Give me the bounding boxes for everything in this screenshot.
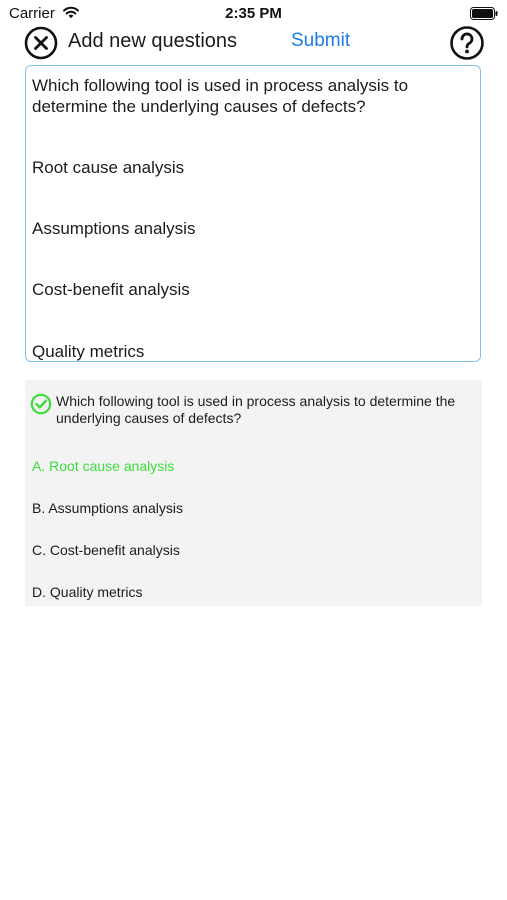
editor-question-line: Which following tool is used in process analysis to (32, 76, 409, 95)
page-title: Add new questions (68, 30, 238, 52)
preview-question-text: Which following tool is used in process analysis to determine the underlying causes of defects? (56, 393, 456, 426)
help-icon[interactable] (449, 25, 485, 61)
battery-icon (470, 7, 498, 20)
editor-question-line: determine the underlying causes of defects? (32, 97, 366, 116)
carrier-label: Carrier (9, 5, 55, 22)
preview-option-b: B. Assumptions analysis (32, 500, 183, 516)
preview-option-d: D. Quality metrics (32, 584, 143, 600)
preview-option-a: A. Root cause analysis (32, 458, 175, 474)
editor-option-line: Assumptions analysis (32, 219, 196, 238)
question-editor[interactable] (25, 65, 481, 362)
close-icon[interactable] (24, 26, 58, 60)
check-circle-icon (30, 393, 52, 415)
question-preview (25, 380, 482, 606)
editor-option-line: Quality metrics (32, 342, 145, 361)
nav-bar (0, 24, 507, 62)
preview-option-c: C. Cost-benefit analysis (32, 542, 180, 558)
clock: 2:35 PM (225, 5, 282, 22)
editor-option-line: Cost-benefit analysis (32, 280, 190, 299)
submit-button[interactable]: Submit (291, 30, 351, 51)
editor-option-line: Root cause analysis (32, 158, 185, 177)
